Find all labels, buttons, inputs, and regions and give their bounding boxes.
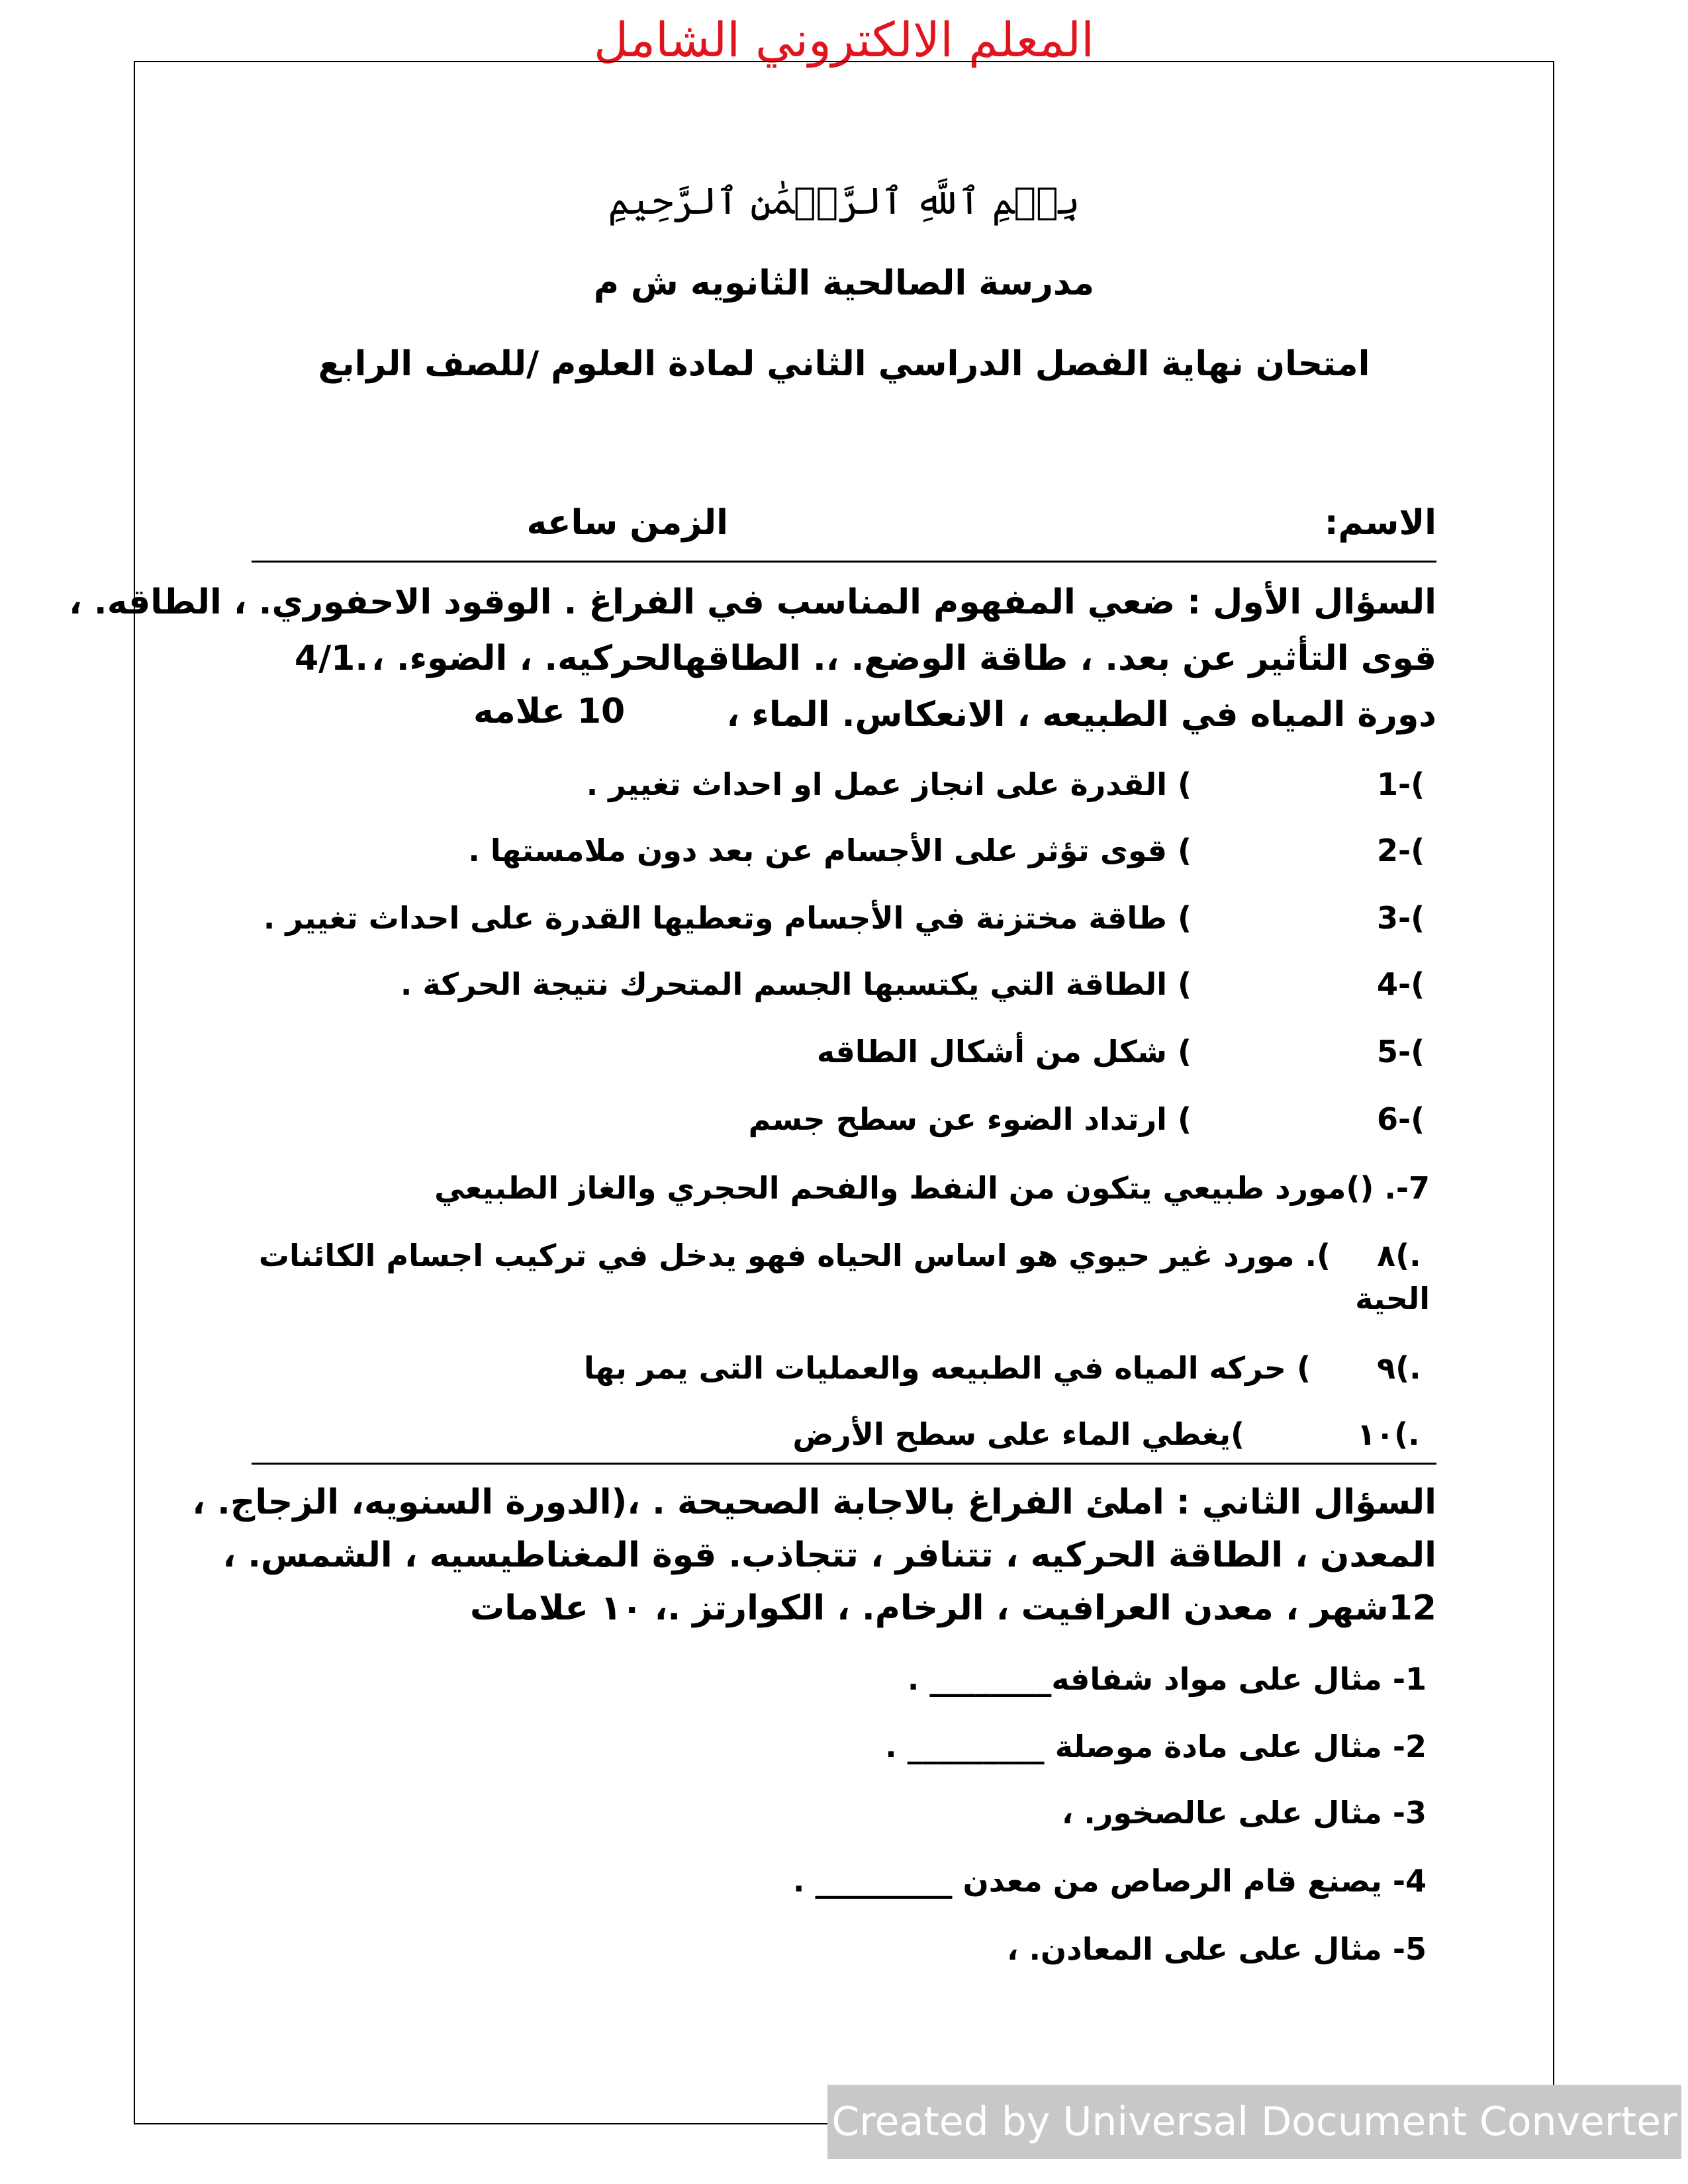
q1-item-text: ) شكل من أشكال الطاقه [816, 1034, 1192, 1069]
q1-item-num: 1-( [1377, 766, 1425, 802]
q1-item-text: ) الطاقة التي يكتسبها الجسم المتحرك نتيجة الحركة . [400, 966, 1192, 1002]
exam-title: امتحان نهاية الفصل الدراسي الثاني لمادة العلوم /للصف الرابع [318, 344, 1370, 384]
q2-item: 4- يصنع قام الرصاص من معدن _________ . [792, 1863, 1427, 1899]
q1-item-num: 5-( [1377, 1034, 1425, 1069]
q2-line3: 12شهر ، معدن العرافيت ، الرخام. ، الكوارتز .، ١٠ علامات [469, 1588, 1436, 1628]
school-name: مدرسة الصالحية الثانويه ش م [593, 263, 1095, 303]
q1-item-num: 6-( [1377, 1101, 1425, 1137]
q1-item-num: 3-( [1377, 900, 1425, 936]
q1-item-num: ٨(. [1377, 1238, 1421, 1273]
q2-item: 2- مثال على مادة موصلة _________ . [885, 1729, 1427, 1764]
q1-line3: دورة المياه في الطبيعه ، الانعكاس. الماء ، [726, 695, 1436, 735]
q1-mark: 10 علامه [473, 692, 626, 731]
q1-item-text: ). مورد غير حيوي هو اساس الحياه فهو يدخل في تركيب اجسام الكائنات [258, 1238, 1331, 1273]
q2-item: 5- مثال على على المعادن. ، [1006, 1931, 1427, 1967]
udc-watermark-banner: Created by Universal Document Converter [827, 2085, 1681, 2159]
q1-item-text: )يغطي الماء على سطح الأرض [792, 1416, 1244, 1452]
q1-item-text: ) ارتداد الضوء عن سطح جسم [748, 1101, 1192, 1137]
q1-line1: السؤال الأول : ضعي المفهوم المناسب في الفراغ . الوقود الاحفوري. ، الطاقه. ، [69, 582, 1436, 622]
q1-item-num: ٩(. [1377, 1350, 1421, 1386]
divider-top [252, 561, 1436, 563]
q1-line2-fraction: 4/1. [295, 639, 369, 678]
q2-line2: المعدن ، الطاقة الحركيه ، تتنافر ، تتجاذب. قوة المغناطيسيه ، الشمس. ، [222, 1535, 1436, 1575]
name-label: الاسم: [1324, 503, 1436, 543]
q2-item: 3- مثال على عالصخور. ، [1061, 1795, 1427, 1831]
q1-item-text: ) حركه المياه في الطبيعه والعمليات التى يمر بها [583, 1350, 1311, 1386]
q1-item-text: 7-. ()مورد طبيعي يتكون من النفط والفحم الحجري والغاز الطبيعي [434, 1170, 1430, 1206]
q1-item-text: ) طاقة مختزنة في الأجسام وتعطيها القدرة على احداث تغيير . [263, 900, 1192, 936]
q1-item-text: ) القدرة على انجاز عمل او احداث تغيير . [586, 766, 1192, 802]
q1-item-num: ١٠(. [1357, 1416, 1420, 1452]
site-title: المعلم الالكتروني الشامل [593, 12, 1095, 68]
q1-line2: قوى التأثير عن بعد. ، طاقة الوضع. ،. الطاقهالحركيه. ، الضوء. ، [371, 639, 1436, 678]
q1-item-text: الحية [1355, 1281, 1430, 1316]
basmala: بِسۡمِ ٱللَّهِ ٱلرَّحۡمَٰنِ ٱلرَّحِيمِ [608, 180, 1080, 223]
q1-item-num: 4-( [1377, 966, 1425, 1002]
time-label: الزمن ساعه [526, 503, 728, 543]
q1-item-num: 2-( [1377, 833, 1425, 868]
q2-item: 1- مثال على مواد شفافه________ . [907, 1661, 1427, 1697]
q1-item-text: ) قوى تؤثر على الأجسام عن بعد دون ملامستها . [468, 833, 1192, 868]
q2-line1: السؤال الثاني : املئ الفراغ بالاجابة الصحيحة . ،(الدورة السنويه، الزجاج. ، [192, 1482, 1436, 1522]
divider-middle [252, 1463, 1436, 1465]
